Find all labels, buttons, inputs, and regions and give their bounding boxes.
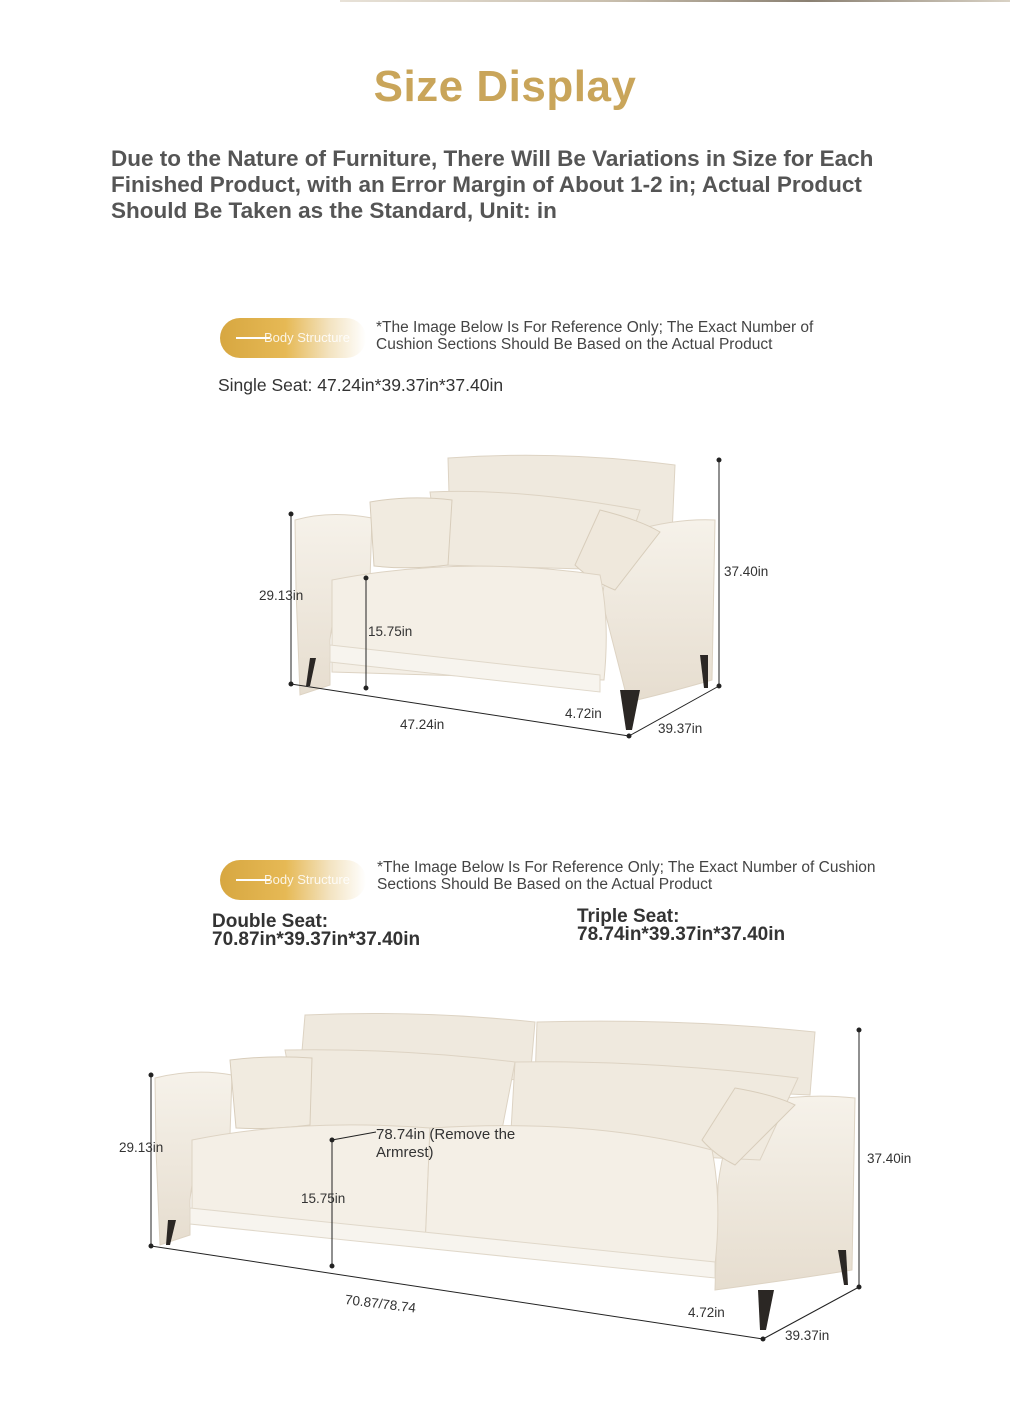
single-seat-height-label: 15.75in	[368, 624, 413, 639]
triple-armrest-label: 29.13in	[119, 1140, 164, 1155]
triple-seat-height-label: 15.75in	[301, 1191, 346, 1206]
single-depth-label: 39.37in	[658, 721, 703, 736]
top-divider	[340, 0, 1010, 2]
single-height-label: 37.40in	[724, 564, 769, 579]
triple-seat-value: 78.74in*39.37in*37.40in	[577, 924, 786, 945]
intro-text: Due to the Nature of Furniture, There Will Be Variations in Size for Each Finished Product, with an Error Margin of About 1-2 in; Actual Product Should Be Taken as the Standard, Unit: in	[111, 146, 874, 223]
body-structure-badge-2	[220, 860, 366, 900]
triple-depth-label: 39.37in	[785, 1328, 830, 1343]
triple-sofa-body	[155, 1014, 855, 1330]
triple-seat-label: Triple Seat:	[577, 906, 680, 927]
single-seat-size: Single Seat: 47.24in*39.37in*37.40in	[218, 375, 504, 395]
badge-label-2: Body Structure	[264, 872, 350, 887]
single-leg-label: 4.72in	[565, 706, 602, 721]
single-armrest-label: 29.13in	[259, 588, 304, 603]
badge-label: Body Structure	[264, 330, 350, 345]
triple-width-label: 70.87/78.74	[344, 1292, 417, 1316]
body-structure-badge	[220, 318, 366, 358]
single-sofa-diagram	[0, 440, 1010, 760]
triple-height-label: 37.40in	[867, 1151, 912, 1166]
triple-leg-label: 4.72in	[688, 1305, 725, 1320]
triple-seat-size	[577, 908, 785, 944]
double-seat-value: 70.87in*39.37in*37.40in	[212, 929, 421, 950]
double-seat-label: Double Seat:	[212, 911, 329, 932]
triple-inner-width-label: 78.74in (Remove the Armrest)	[376, 1126, 516, 1161]
page-title: Size Display	[373, 62, 637, 111]
triple-sofa-diagram	[0, 1000, 1010, 1360]
reference-note: *The Image Below Is For Reference Only; The Exact Number of Cushion Sections Should Be Based on the Actual Product	[376, 319, 814, 353]
single-sofa-body	[295, 455, 715, 730]
reference-note-2: *The Image Below Is For Reference Only; The Exact Number of Cushion Sections Should Be Based on the Actual Product	[377, 859, 876, 893]
double-seat-size	[212, 913, 420, 949]
single-width-label: 47.24in	[400, 717, 445, 732]
